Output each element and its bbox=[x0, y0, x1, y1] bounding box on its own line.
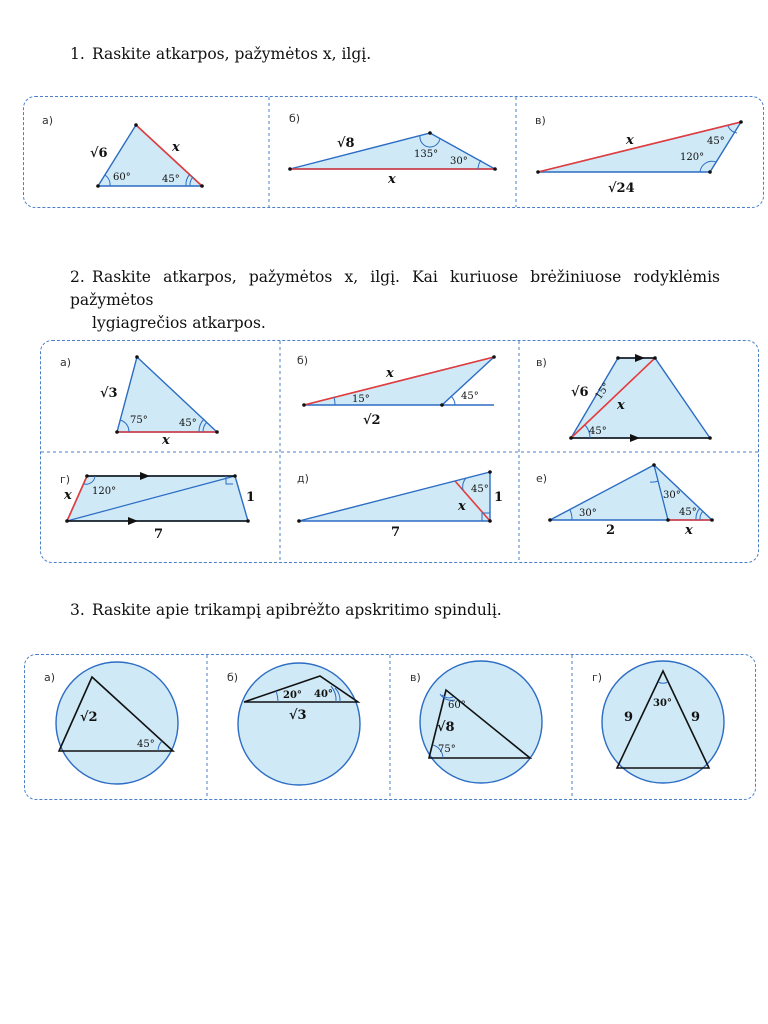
label-2b: б) bbox=[297, 354, 309, 367]
side-label: 1 bbox=[494, 490, 504, 505]
task-2-text-line1: Raskite atkarpos, pažymėtos x, ilgį. Kai kuriuose brėžiniuose rodyklėmis pažymėtos bbox=[70, 268, 720, 309]
figure-2a bbox=[100, 355, 219, 448]
angle-label: 30° bbox=[450, 156, 468, 167]
label-2d: д) bbox=[297, 472, 309, 485]
figure-3g bbox=[602, 661, 724, 783]
x-label: x bbox=[458, 499, 466, 514]
x-label: x bbox=[386, 366, 394, 381]
label-2v: в) bbox=[536, 356, 547, 369]
task-1-number: 1. bbox=[70, 45, 85, 63]
x-label: x bbox=[388, 172, 396, 187]
side-label: √2 bbox=[363, 413, 381, 428]
angle-label: 45° bbox=[162, 174, 180, 185]
angle-label: 45° bbox=[589, 426, 607, 437]
label-1v: в) bbox=[535, 114, 546, 127]
figure-2b bbox=[302, 355, 496, 428]
label-2g: г) bbox=[60, 473, 71, 486]
angle-label: 75° bbox=[438, 744, 456, 755]
angle-label: 45° bbox=[179, 418, 197, 429]
figure-2v bbox=[569, 354, 712, 442]
label-3v: в) bbox=[410, 671, 421, 684]
angle-label: 45° bbox=[461, 391, 479, 402]
figure-3b bbox=[238, 663, 360, 785]
x-label: x bbox=[626, 133, 634, 148]
side-label: 1 bbox=[246, 490, 256, 505]
side-label: √24 bbox=[608, 181, 635, 196]
figure-2e bbox=[548, 463, 714, 538]
angle-label: 15° bbox=[352, 394, 370, 405]
side-label: √3 bbox=[100, 386, 118, 401]
side-label: √8 bbox=[437, 720, 455, 735]
task-1-text: Raskite atkarpos, pažymėtos x, ilgį. bbox=[92, 45, 372, 63]
label-2e: е) bbox=[536, 472, 548, 485]
figure-1a bbox=[90, 123, 204, 188]
side-label: 7 bbox=[391, 525, 401, 540]
figure-1b bbox=[288, 131, 497, 187]
x-label: x bbox=[617, 398, 625, 413]
side-label: √3 bbox=[289, 708, 307, 723]
figure-1v bbox=[536, 120, 743, 196]
figure-3a bbox=[56, 662, 178, 784]
side-label: 9 bbox=[691, 710, 701, 725]
angle-label: 60° bbox=[113, 172, 131, 183]
label-3g: г) bbox=[592, 671, 603, 684]
angle-label: 45° bbox=[471, 484, 489, 495]
angle-label: 40° bbox=[314, 689, 333, 700]
angle-label: 15° bbox=[593, 380, 613, 402]
side-label: 9 bbox=[624, 710, 634, 725]
angle-label: 30° bbox=[653, 698, 672, 709]
label-3b: б) bbox=[227, 671, 239, 684]
angle-label: 45° bbox=[137, 739, 155, 750]
angle-label: 60° bbox=[448, 700, 466, 711]
side-label: 7 bbox=[154, 527, 164, 542]
x-label: x bbox=[685, 523, 693, 538]
side-label: √2 bbox=[80, 710, 98, 725]
figure-3v bbox=[420, 661, 542, 783]
angle-label: 30° bbox=[663, 490, 681, 501]
label-1a: а) bbox=[42, 114, 54, 127]
figure-2d bbox=[297, 470, 503, 540]
task-3-text: Raskite apie trikampį apibrėžto apskritimo spindulį. bbox=[92, 601, 502, 619]
figure-2g bbox=[63, 472, 255, 542]
angle-label: 45° bbox=[679, 507, 697, 518]
angle-label: 45° bbox=[707, 136, 725, 147]
x-label: x bbox=[162, 433, 170, 448]
angle-label: 20° bbox=[283, 690, 302, 701]
angle-label: 30° bbox=[579, 508, 597, 519]
x-label: x bbox=[172, 140, 180, 155]
side-label: 2 bbox=[606, 523, 616, 538]
label-1b: б) bbox=[289, 112, 301, 125]
side-label: √6 bbox=[571, 385, 589, 400]
side-label: √6 bbox=[90, 146, 108, 161]
angle-label: 135° bbox=[414, 149, 439, 160]
task-3-number: 3. bbox=[70, 601, 85, 619]
label-2a: а) bbox=[60, 356, 72, 369]
angle-label: 75° bbox=[130, 415, 148, 426]
angle-label: 120° bbox=[680, 152, 705, 163]
label-3a: а) bbox=[44, 671, 56, 684]
task-2-text-line2: lygiagrečios atkarpos. bbox=[92, 314, 266, 332]
angle-label: 120° bbox=[92, 486, 117, 497]
side-label: √8 bbox=[337, 136, 355, 151]
x-label: x bbox=[64, 488, 72, 503]
task-2-number: 2. bbox=[70, 268, 85, 286]
